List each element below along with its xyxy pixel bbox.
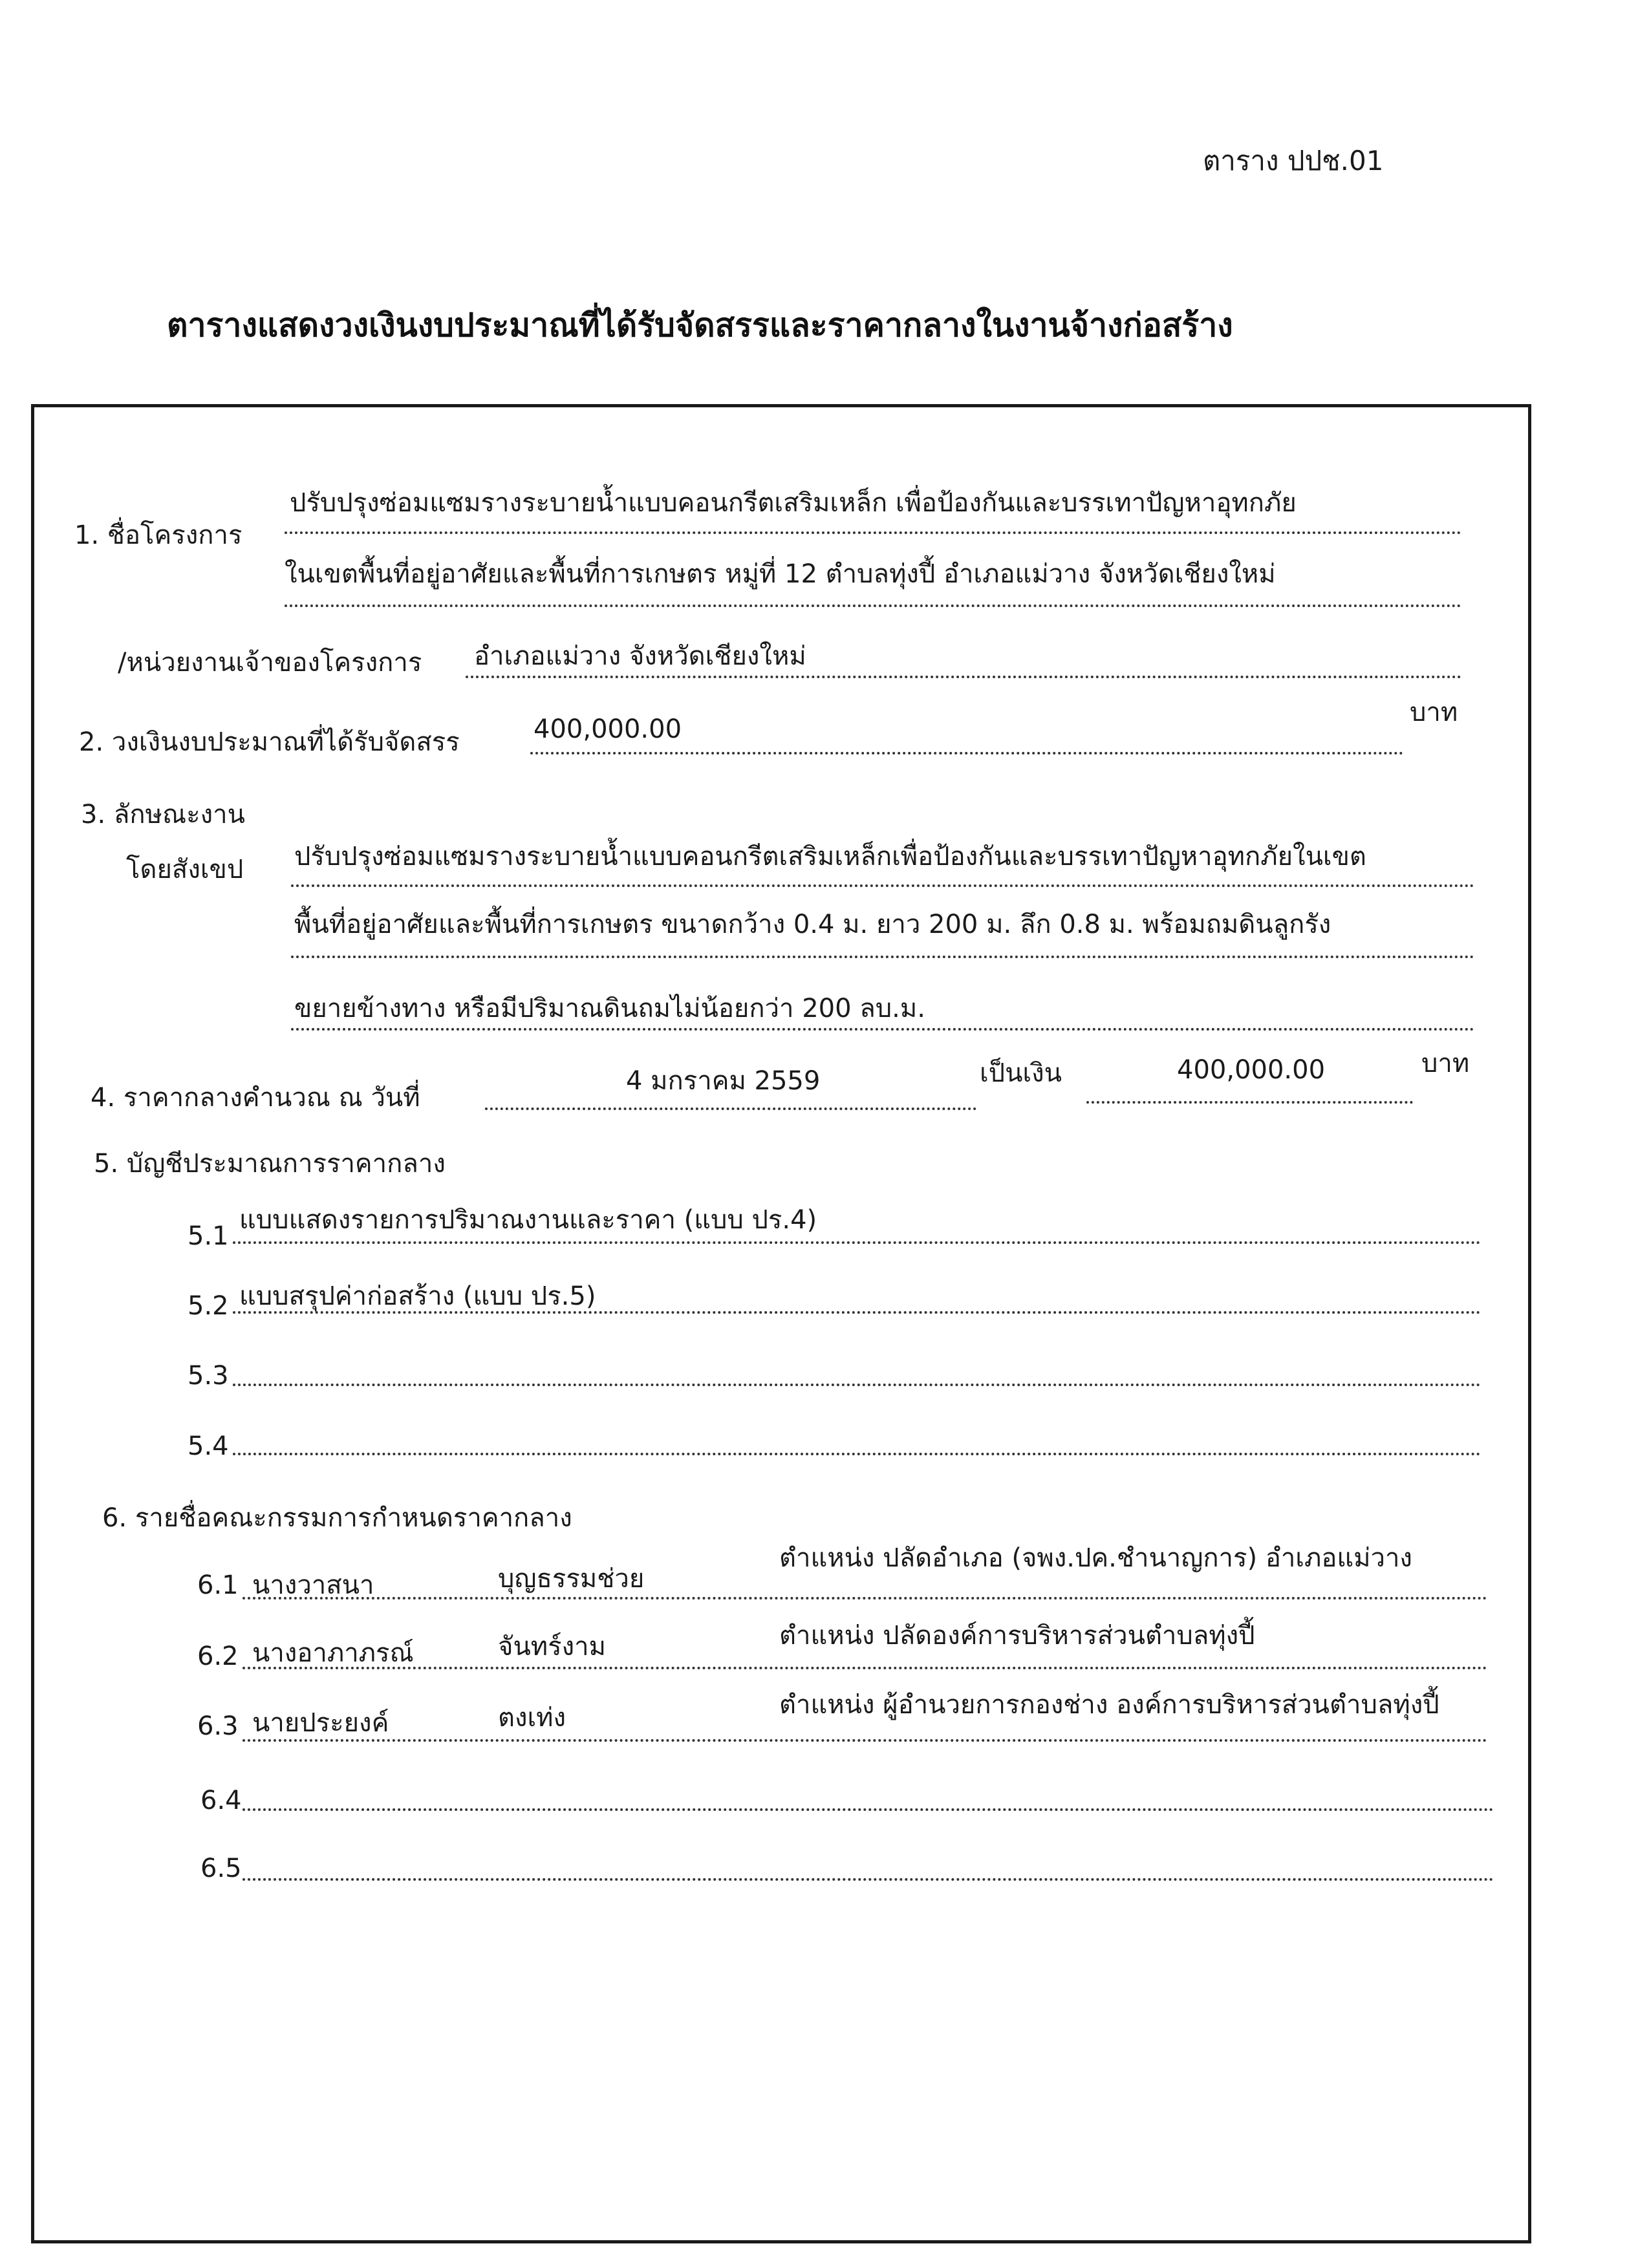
committee-member-position: ตำแหน่ง ปลัดองค์การบริหารส่วนตำบลทุ่งปี้ [779,1621,1255,1651]
committee-member-first-name: นางวาสนา [252,1570,374,1600]
committee-member-last-name: ตงเท่ง [498,1703,566,1733]
dotted-line [233,1311,1481,1314]
dotted-line [242,1667,1487,1669]
dotted-line [233,1453,1481,1455]
project-owner-label: /หน่วยงานเจ้าของโครงการ [118,648,422,678]
estimate-item-text: แบบสรุปค่าก่อสร้าง (แบบ ปร.5) [239,1281,596,1311]
dotted-line [285,604,1461,607]
project-name-line-2: ในเขตพื้นที่อยู่อาศัยและพื้นที่การเกษตร หมู่ที่ 12 ตำบลทุ่งปี้ อำเภอแม่วาง จังหวัดเชียงใหม่ [285,559,1276,589]
estimate-item-number: 5.1 [188,1221,229,1251]
estimate-item-number: 5.3 [188,1361,229,1391]
estimate-item-text: แบบแสดงรายการปริมาณงานและราคา (แบบ ปร.4) [239,1205,817,1235]
project-name-label: 1. ชื่อโครงการ [74,520,242,550]
median-price-unit: บาท [1421,1049,1470,1078]
median-price-amount: 400,000.00 [1177,1055,1326,1085]
budget-amount: 400,000.00 [534,714,682,744]
document-title: ตารางแสดงวงเงินงบประมาณที่ได้รับจัดสรรและราคากลางในงานจ้างก่อสร้าง [167,306,1233,344]
project-name-line-1: ปรับปรุงซ่อมแซมรางระบายน้ำแบบคอนกรีตเสริมเหล็ก เพื่อป้องกันและบรรเทาปัญหาอุทกภัย [290,488,1297,518]
dotted-line [242,1597,1487,1599]
dotted-line [466,676,1461,678]
committee-label: 6. รายชื่อคณะกรรมการกำหนดราคากลาง [102,1503,572,1533]
dotted-line [242,1878,1494,1881]
estimate-item-number: 5.2 [188,1291,229,1321]
dotted-line [530,752,1403,754]
work-summary-label: โดยสังเขป [126,855,244,884]
committee-member-number: 6.5 [200,1854,242,1883]
dotted-line [242,1808,1494,1811]
estimate-list-label: 5. บัญชีประมาณการราคากลาง [94,1149,446,1179]
form-frame [31,404,1531,2243]
dotted-line [285,531,1461,534]
committee-member-first-name: นายประยงค์ [252,1708,389,1738]
estimate-item-number: 5.4 [188,1431,229,1461]
median-price-date-label: 4. ราคากลางคำนวณ ณ วันที่ [91,1083,420,1113]
median-price-date: 4 มกราคม 2559 [626,1066,821,1096]
work-summary-line-2: พื้นที่อยู่อาศัยและพื้นที่การเกษตร ขนาดกว้าง 0.4 ม. ยาว 200 ม. ลึก 0.8 ม. พร้อมถมดินลูกรัง [294,910,1331,939]
committee-member-last-name: บุญธรรมช่วย [498,1564,645,1594]
committee-member-number: 6.1 [197,1570,239,1600]
committee-member-position: ตำแหน่ง ปลัดอำเภอ (จพง.ปค.ชำนาญการ) อำเภอแม่วาง [779,1543,1412,1573]
project-owner: อำเภอแม่วาง จังหวัดเชียงใหม่ [474,641,806,671]
median-price-amount-label: เป็นเงิน [980,1058,1062,1088]
committee-member-number: 6.2 [197,1642,239,1671]
dotted-line [233,1241,1481,1244]
committee-member-first-name: นางอาภาภรณ์ [252,1638,414,1668]
committee-member-number: 6.3 [197,1711,239,1741]
dotted-line [1086,1101,1413,1104]
dotted-line [291,956,1474,958]
dotted-line [242,1739,1487,1742]
committee-member-number: 6.4 [200,1786,242,1815]
budget-unit: บาท [1410,698,1458,727]
work-summary-line-1: ปรับปรุงซ่อมแซมรางระบายน้ำแบบคอนกรีตเสริมเหล็กเพื่อป้องกันและบรรเทาปัญหาอุทกภัยในเขต [294,842,1366,872]
committee-member-last-name: จันทร์งาม [498,1632,606,1662]
dotted-line [233,1384,1481,1386]
dotted-line [485,1107,976,1110]
work-type-label: 3. ลักษณะงาน [81,800,245,829]
dotted-line [291,884,1474,887]
committee-member-position: ตำแหน่ง ผู้อำนวยการกองช่าง องค์การบริหารส่วนตำบลทุ่งปี้ [779,1690,1439,1720]
work-summary-line-3: ขยายข้างทาง หรือมีปริมาณดินถมไม่น้อยกว่า 200 ลบ.ม. [294,994,925,1023]
dotted-line [291,1028,1474,1031]
budget-label: 2. วงเงินงบประมาณที่ได้รับจัดสรร [79,727,460,757]
form-code: ตาราง ปปช.01 [1203,145,1384,177]
